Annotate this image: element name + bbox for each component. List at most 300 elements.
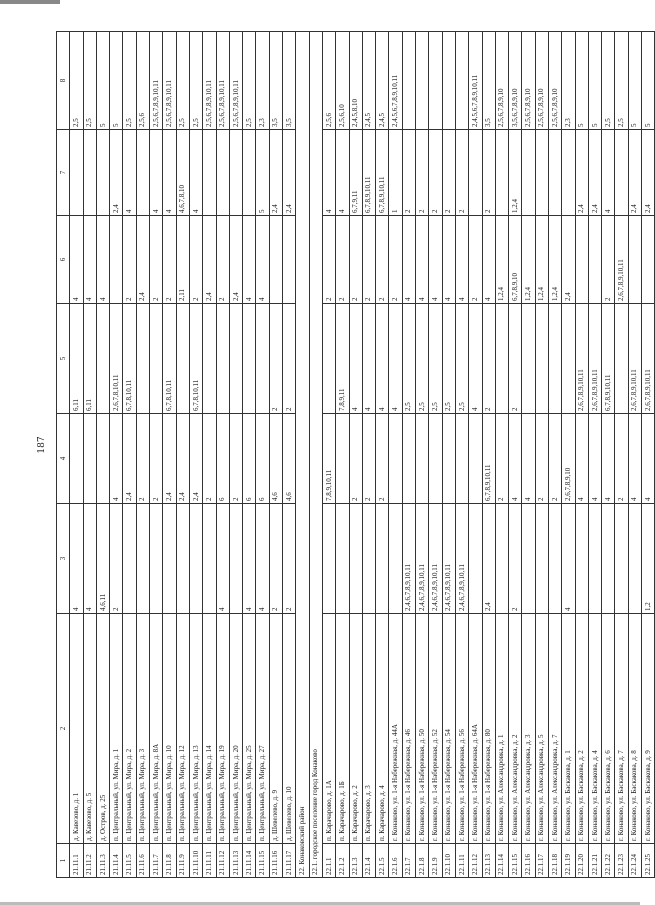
table-row xyxy=(442,32,455,878)
table-cell xyxy=(642,216,655,304)
table-cell: 4 xyxy=(429,216,442,304)
table-cell: 5 xyxy=(588,32,601,130)
table-row xyxy=(522,32,535,878)
table-cell: 1,2,4 xyxy=(548,216,561,304)
table-cell xyxy=(203,304,216,414)
table-row xyxy=(176,32,189,878)
table-cell xyxy=(136,504,149,614)
table-cell: 2 xyxy=(548,414,561,504)
table-cell: 2,4 xyxy=(136,216,149,304)
table-cell: 2,5,6,10 xyxy=(336,32,349,130)
table-row xyxy=(150,32,163,878)
table-cell: 2 xyxy=(362,216,375,304)
table-cell xyxy=(243,130,256,216)
table-cell xyxy=(229,130,242,216)
table-cell: 21.11.15 xyxy=(256,844,269,878)
table-cell: п. Центральный, ул. Мира, д. 8А xyxy=(150,614,163,844)
table-cell: 1,2,4 xyxy=(495,216,508,304)
table-cell: 2,4 xyxy=(283,130,296,216)
table-cell: 2,6,7,8,9,10,11 xyxy=(588,304,601,414)
table-cell xyxy=(402,32,415,130)
table-cell xyxy=(455,32,468,130)
table-row xyxy=(216,32,229,878)
table-cell: 2,5 xyxy=(83,32,96,130)
table-cell: 21.11.8 xyxy=(163,844,176,878)
table-cell: 4 xyxy=(70,216,83,304)
table-cell: 2,5,6 xyxy=(136,32,149,130)
table-row xyxy=(495,32,508,878)
table-cell xyxy=(203,504,216,614)
table-cell: 2,6,7,8,9,10 xyxy=(562,414,575,504)
table-cell: 22.1.19 xyxy=(562,844,575,878)
table-cell: 22.1.10 xyxy=(442,844,455,878)
table-cell: 22.1.14 xyxy=(495,844,508,878)
table-cell: 2 xyxy=(509,304,522,414)
table-cell: 4,6 xyxy=(283,414,296,504)
table-row xyxy=(336,32,349,878)
table-cell: 4,6,11 xyxy=(96,504,109,614)
table-row xyxy=(362,32,375,878)
table-cell xyxy=(535,130,548,216)
table-cell: 22.1.11 xyxy=(455,844,468,878)
table-cell: 2,5 xyxy=(455,304,468,414)
table-cell xyxy=(615,130,628,216)
table-cell xyxy=(362,504,375,614)
table-cell xyxy=(469,504,482,614)
table-cell: 2 xyxy=(57,614,70,844)
table-cell: 4 xyxy=(349,304,362,414)
table-cell: г. Конаково, ул. 1-я Набережная, д. 64А xyxy=(469,614,482,844)
table-cell: 2 xyxy=(376,414,389,504)
table-cell: 5 xyxy=(628,32,641,130)
table-cell: 2,4,6,7,8,9,10,11 xyxy=(429,504,442,614)
table-cell xyxy=(389,414,402,504)
table-cell xyxy=(216,130,229,216)
table-cell: 4 xyxy=(402,216,415,304)
table-cell: 4 xyxy=(522,414,535,504)
table-cell: 2,4,5 xyxy=(362,32,375,130)
table-cell: д. Шевелево, д. 9 xyxy=(269,614,282,844)
table-row xyxy=(70,32,83,878)
table-cell xyxy=(96,414,109,504)
table-cell: 22.1.13 xyxy=(482,844,495,878)
table-cell: 4 xyxy=(509,414,522,504)
table-cell: 4 xyxy=(455,216,468,304)
table-row xyxy=(482,32,495,878)
table-cell: 2,4 xyxy=(588,130,601,216)
table-cell: п. Центральный, ул. Мира, д. 1 xyxy=(110,614,123,844)
section-row xyxy=(309,32,322,878)
table-cell xyxy=(442,32,455,130)
table-cell: 4 xyxy=(150,130,163,216)
table-cell: г. Конаково, ул. Александровка, д. 7 xyxy=(548,614,561,844)
table-cell: 2,4 xyxy=(562,216,575,304)
table-cell xyxy=(469,130,482,216)
table-cell: п. Центральный, ул. Мира, д. 10 xyxy=(163,614,176,844)
table-cell: г. Конаково, ул. Баскакова, д. 2 xyxy=(575,614,588,844)
table-cell: 2,4,5,6,7,8,9,10,11 xyxy=(469,32,482,130)
table-cell: 2 xyxy=(402,130,415,216)
table-cell: 2,6,7,8,10,11 xyxy=(110,304,123,414)
table-cell: 2,5,6 xyxy=(322,32,335,130)
table-cell: 2,5 xyxy=(615,32,628,130)
table-cell: п. Карачарово, д. 4 xyxy=(376,614,389,844)
table-cell: 6,7,8,10,11 xyxy=(189,304,202,414)
table-cell: 4 xyxy=(216,504,229,614)
table-cell: 6,7,8,9,10,11 xyxy=(602,304,615,414)
data-table xyxy=(56,31,655,878)
table-cell xyxy=(176,504,189,614)
table-cell: 2 xyxy=(455,130,468,216)
table-cell: 22.1.21 xyxy=(588,844,601,878)
table-cell xyxy=(615,504,628,614)
table-cell: п. Центральный, ул. Мира, д. 3 xyxy=(136,614,149,844)
table-cell xyxy=(229,304,242,414)
table-cell: г. Конаково, ул. Баскакова, д. 7 xyxy=(615,614,628,844)
table-cell xyxy=(416,32,429,130)
table-cell: 2 xyxy=(163,216,176,304)
table-cell: 2 xyxy=(362,414,375,504)
table-cell xyxy=(229,504,242,614)
table-row xyxy=(243,32,256,878)
table-cell: 2 xyxy=(216,216,229,304)
table-cell: 2,3 xyxy=(562,32,575,130)
table-cell: 4,6 xyxy=(269,414,282,504)
table-cell: г. Конаково, ул. Александровка, д. 1 xyxy=(495,614,508,844)
table-cell: п. Центральный, ул. Мира, д. 12 xyxy=(176,614,189,844)
table-cell: 22.1.5 xyxy=(376,844,389,878)
table-row xyxy=(269,32,282,878)
table-cell: 2,5 xyxy=(602,32,615,130)
table-cell: г. Конаково, ул. Баскакова, д. 4 xyxy=(588,614,601,844)
table-cell: г. Конаково, ул. 1-я Набережная, д. 52 xyxy=(429,614,442,844)
table-cell xyxy=(243,304,256,414)
table-cell: г. Конаково, ул. Александровка, д. 2 xyxy=(509,614,522,844)
table-row xyxy=(455,32,468,878)
table-row xyxy=(256,32,269,878)
table-cell: 2,4,5 xyxy=(376,32,389,130)
table-cell xyxy=(495,304,508,414)
table-cell xyxy=(628,504,641,614)
table-cell xyxy=(522,304,535,414)
table-cell: 4 xyxy=(123,130,136,216)
table-cell: 4 xyxy=(110,414,123,504)
table-cell: 2,5 xyxy=(402,304,415,414)
table-cell: 22.1.8 xyxy=(416,844,429,878)
table-cell: 4 xyxy=(83,216,96,304)
table-cell xyxy=(176,304,189,414)
table-cell: 22.1.7 xyxy=(402,844,415,878)
table-cell: 2,5,6,7,8,9,10 xyxy=(522,32,535,130)
table-cell: 21.11.9 xyxy=(176,844,189,878)
table-cell: 1,2,4 xyxy=(535,216,548,304)
table-cell: 4 xyxy=(189,130,202,216)
table-cell: 2,5 xyxy=(429,304,442,414)
table-row xyxy=(548,32,561,878)
table-cell: 4 xyxy=(628,414,641,504)
table-cell: 2,5 xyxy=(416,304,429,414)
table-cell: г. Конаково, ул. Баскакова, д. 1 xyxy=(562,614,575,844)
table-row xyxy=(229,32,242,878)
table-cell xyxy=(283,216,296,304)
table-cell: 2 xyxy=(509,504,522,614)
table-cell: 4 xyxy=(163,130,176,216)
table-cell: 2,5 xyxy=(123,32,136,130)
table-cell: п. Карачарово, д. 2 xyxy=(349,614,362,844)
table-row xyxy=(376,32,389,878)
table-cell: г. Конаково, ул. 1-я Набережная, д. 50 xyxy=(416,614,429,844)
table-cell: 2 xyxy=(150,216,163,304)
table-cell: 2 xyxy=(429,130,442,216)
table-row xyxy=(602,32,615,878)
table-cell xyxy=(402,414,415,504)
table-cell: 6,11 xyxy=(70,304,83,414)
table-cell: 2 xyxy=(229,414,242,504)
section-title: 22. Конаковский район xyxy=(296,32,309,878)
table-cell: г. Конаково, ул. 1-я Набережная, д. 56 xyxy=(455,614,468,844)
table-cell xyxy=(136,304,149,414)
table-cell: г. Конаково, ул. 1-я Набережная, д. 80 xyxy=(482,614,495,844)
table-cell: 4 xyxy=(243,504,256,614)
table-cell: 5 xyxy=(642,32,655,130)
table-cell: п. Центральный, ул. Мира, д. 20 xyxy=(229,614,242,844)
table-row xyxy=(628,32,641,878)
table-cell: 4,6,7,8,10 xyxy=(176,130,189,216)
table-cell: 4 xyxy=(83,504,96,614)
table-cell: 2 xyxy=(269,304,282,414)
table-cell: 2 xyxy=(495,414,508,504)
table-cell xyxy=(628,216,641,304)
table-cell: 22.1.6 xyxy=(389,844,402,878)
table-cell: 2,5,6,7,8,9,10,11 xyxy=(150,32,163,130)
table-cell: 4 xyxy=(602,130,615,216)
table-cell: 4 xyxy=(256,216,269,304)
table-cell: 2 xyxy=(615,414,628,504)
table-cell: 2 xyxy=(349,216,362,304)
table-cell: 2,4 xyxy=(123,414,136,504)
table-row xyxy=(642,32,655,878)
table-row xyxy=(322,32,335,878)
table-cell: 2 xyxy=(535,414,548,504)
header-row xyxy=(57,32,70,878)
table-cell: 2,5,6,7,8,9,10,11 xyxy=(229,32,242,130)
table-cell: 2,5 xyxy=(189,32,202,130)
table-cell: г. Конаково, ул. 1-я Набережная, д. 54 xyxy=(442,614,455,844)
table-cell: 4 xyxy=(642,414,655,504)
scan-artifact-top xyxy=(0,0,60,4)
table-cell: г. Конаково, ул. Александровка, д. 5 xyxy=(535,614,548,844)
table-cell: 5 xyxy=(110,32,123,130)
table-cell: 1,2,4 xyxy=(522,216,535,304)
table-cell: 22.1.4 xyxy=(362,844,375,878)
table-cell: 3 xyxy=(57,504,70,614)
section-row xyxy=(296,32,309,878)
table-cell: г. Конаково, ул. Баскакова, д. 6 xyxy=(602,614,615,844)
table-cell: 21.11.2 xyxy=(83,844,96,878)
table-cell: 6,7,8,9,10,11 xyxy=(482,414,495,504)
table-cell: 3,5 xyxy=(269,32,282,130)
table-cell: 4 xyxy=(362,304,375,414)
table-cell: 2 xyxy=(203,414,216,504)
table-cell xyxy=(562,130,575,216)
table-cell xyxy=(429,414,442,504)
table-cell: 2 xyxy=(283,504,296,614)
rotated-table-container xyxy=(56,32,652,878)
table-cell xyxy=(70,130,83,216)
table-cell: 22.1.25 xyxy=(642,844,655,878)
table-cell xyxy=(495,130,508,216)
table-cell: 2,4 xyxy=(482,504,495,614)
table-cell: 5 xyxy=(96,32,109,130)
table-cell: 4 xyxy=(96,216,109,304)
table-cell xyxy=(548,130,561,216)
table-cell: п. Центральный, ул. Мира, д. 27 xyxy=(256,614,269,844)
table-cell xyxy=(96,130,109,216)
table-cell: 22.1.2 xyxy=(336,844,349,878)
table-cell: 6 xyxy=(216,414,229,504)
table-cell: г. Конаково, ул. 1-я Набережная, д. 44А xyxy=(389,614,402,844)
table-cell: 2,6,7,8,9,10,11 xyxy=(628,304,641,414)
table-row xyxy=(535,32,548,878)
table-row xyxy=(429,32,442,878)
table-cell: 2 xyxy=(150,414,163,504)
table-cell: 21.11.10 xyxy=(189,844,202,878)
table-row xyxy=(283,32,296,878)
table-cell: 2,4 xyxy=(269,130,282,216)
table-cell: 22.1.9 xyxy=(429,844,442,878)
table-cell: 2 xyxy=(376,216,389,304)
table-row xyxy=(110,32,123,878)
table-cell: 2,5 xyxy=(70,32,83,130)
table-cell: 21.11.13 xyxy=(229,844,242,878)
table-cell: п. Центральный, ул. Мира, д. 19 xyxy=(216,614,229,844)
table-row xyxy=(136,32,149,878)
table-cell xyxy=(70,414,83,504)
table-row xyxy=(96,32,109,878)
table-cell: г. Конаково, ул. Баскакова, д. 9 xyxy=(642,614,655,844)
table-cell: д. Кавезово, д. 1 xyxy=(70,614,83,844)
table-cell: 2,4 xyxy=(189,414,202,504)
table-cell: 4 xyxy=(322,130,335,216)
table-row xyxy=(389,32,402,878)
page-number: 187 xyxy=(37,436,47,454)
table-cell: 2,4,6,7,8,9,10,11 xyxy=(416,504,429,614)
table-cell: 2,5,6,7,8,9,10,11 xyxy=(203,32,216,130)
table-cell: 22.1.16 xyxy=(522,844,535,878)
table-cell: 21.11.5 xyxy=(123,844,136,878)
table-cell: п. Карачарово, д. 3 xyxy=(362,614,375,844)
table-cell: 2,4,6,7,8,9,10,11 xyxy=(402,504,415,614)
table-cell xyxy=(269,216,282,304)
table-cell: 21.11.11 xyxy=(203,844,216,878)
table-cell: 6,11 xyxy=(83,304,96,414)
table-row xyxy=(588,32,601,878)
table-cell: 2 xyxy=(349,414,362,504)
table-cell: 2 xyxy=(136,414,149,504)
section-title: 22.1. городское поселение город Конаково xyxy=(309,32,322,878)
table-cell: д. Кавезово, д. 5 xyxy=(83,614,96,844)
table-row xyxy=(416,32,429,878)
table-cell: 2 xyxy=(469,216,482,304)
table-cell: 2,4 xyxy=(203,216,216,304)
table-cell: 6 xyxy=(256,414,269,504)
table-cell: 3,5 xyxy=(283,32,296,130)
table-cell xyxy=(110,216,123,304)
table-cell xyxy=(429,32,442,130)
table-cell: 22.1.18 xyxy=(548,844,561,878)
table-cell: п. Центральный, ул. Мира, д. 25 xyxy=(243,614,256,844)
table-cell: 2,4 xyxy=(575,130,588,216)
table-cell: 2,4,6,7,8,9,10,11 xyxy=(455,504,468,614)
table-cell: 5 xyxy=(575,32,588,130)
table-cell xyxy=(136,130,149,216)
table-cell xyxy=(522,504,535,614)
table-cell xyxy=(336,414,349,504)
table-cell: 4 xyxy=(588,414,601,504)
table-cell: 4 xyxy=(575,414,588,504)
table-cell: г. Конаково, ул. Баскакова, д. 8 xyxy=(628,614,641,844)
table-row xyxy=(349,32,362,878)
table-cell: 2 xyxy=(482,130,495,216)
table-cell xyxy=(336,504,349,614)
table-cell: 21.11.16 xyxy=(269,844,282,878)
table-cell xyxy=(123,504,136,614)
table-cell: 6,7,8,9,10,11 xyxy=(362,130,375,216)
table-cell: 21.11.3 xyxy=(96,844,109,878)
table-cell xyxy=(83,130,96,216)
table-cell: 2 xyxy=(389,216,402,304)
table-cell: п. Центральный, ул. Мира, д. 13 xyxy=(189,614,202,844)
table-cell xyxy=(83,414,96,504)
table-cell: 2,5,6,7,8,9,10,11 xyxy=(163,32,176,130)
table-cell: 21.11.1 xyxy=(70,844,83,878)
table-cell: 4 xyxy=(243,216,256,304)
table-cell xyxy=(349,504,362,614)
table-cell: 2,4 xyxy=(229,216,242,304)
table-cell: 2,5,6,7,8,9,10 xyxy=(535,32,548,130)
table-row xyxy=(203,32,216,878)
table-cell xyxy=(442,414,455,504)
table-cell: 4 xyxy=(376,304,389,414)
table-cell: 21.11.6 xyxy=(136,844,149,878)
table-cell: 21.11.17 xyxy=(283,844,296,878)
table-cell: 4 xyxy=(442,216,455,304)
table-cell: 2,5,6,7,8,9,10 xyxy=(495,32,508,130)
table-cell: 2,5 xyxy=(243,32,256,130)
table-cell: 2,4,5,6,7,8,9,10,11 xyxy=(389,32,402,130)
table-cell: п. Центральный, ул. Мира, д. 2 xyxy=(123,614,136,844)
table-cell: 2,4 xyxy=(110,130,123,216)
table-cell xyxy=(256,304,269,414)
table-cell: 2 xyxy=(123,216,136,304)
table-cell: 2,6,7,8,9,10,11 xyxy=(575,304,588,414)
table-cell: д. Шевелево, д. 10 xyxy=(283,614,296,844)
table-cell: 2,5 xyxy=(176,32,189,130)
table-cell: 6,7,9,11 xyxy=(349,130,362,216)
table-cell xyxy=(322,504,335,614)
table-row xyxy=(562,32,575,878)
table-cell xyxy=(150,504,163,614)
table-cell: 22.1.23 xyxy=(615,844,628,878)
table-cell: 6,7,8,10,11 xyxy=(123,304,136,414)
table-cell xyxy=(469,414,482,504)
table-row xyxy=(163,32,176,878)
table-cell xyxy=(548,504,561,614)
table-cell xyxy=(602,504,615,614)
table-cell xyxy=(588,504,601,614)
table-cell: 2,4 xyxy=(163,414,176,504)
table-cell: 2 xyxy=(189,216,202,304)
